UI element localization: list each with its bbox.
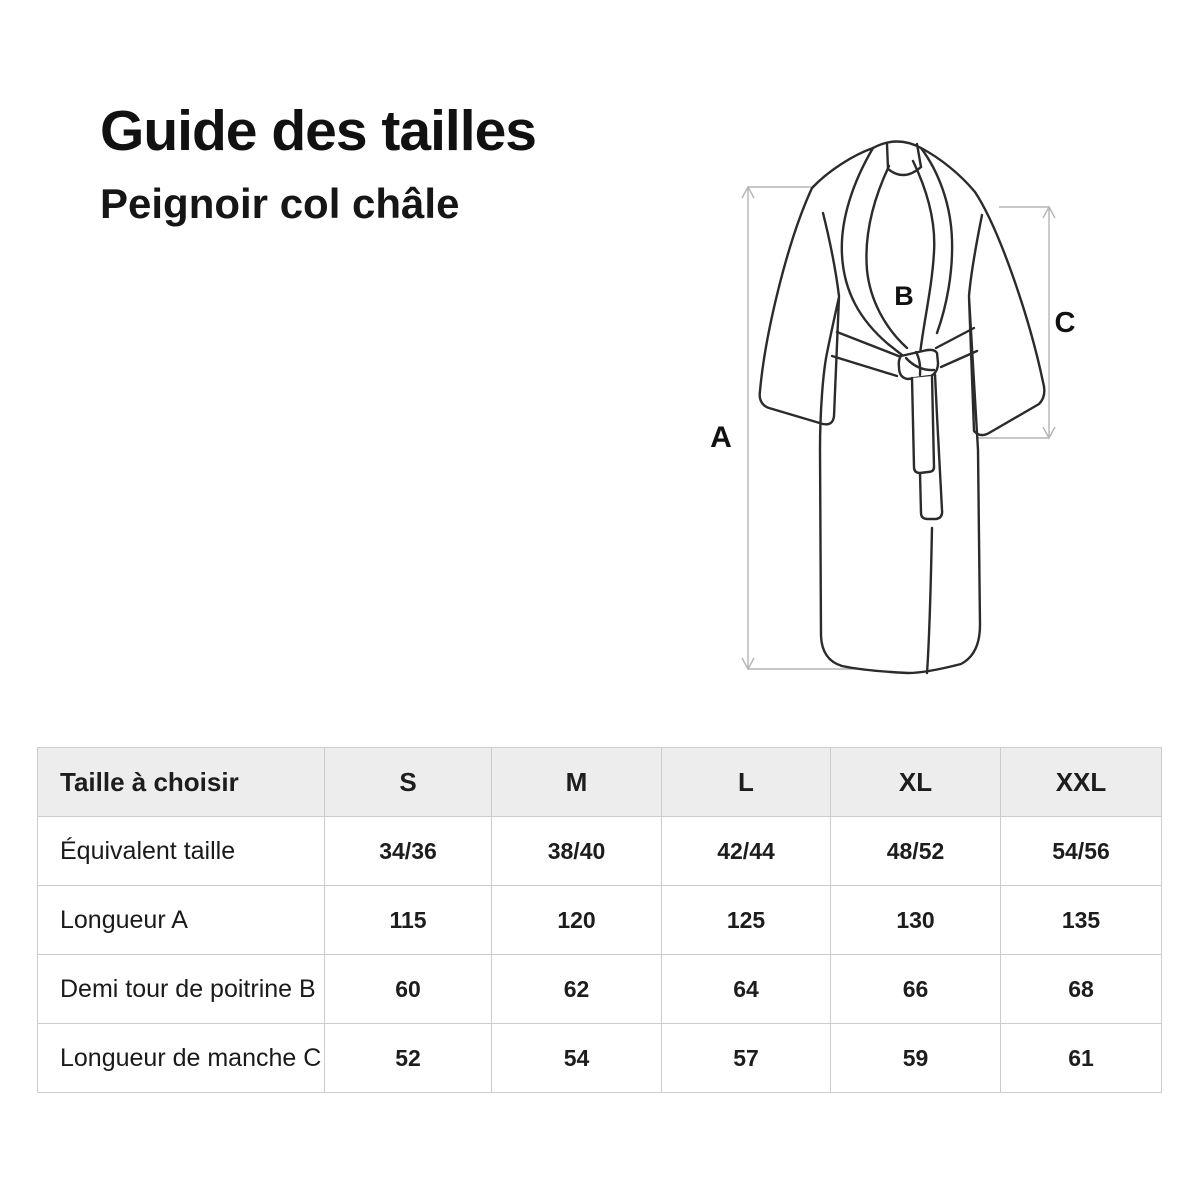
size-guide-table [37,747,1162,1093]
column-header-xl: XL [831,748,1001,817]
table-cell: 38/40 [492,817,662,886]
column-header-m: M [492,748,662,817]
table-row [38,886,1162,955]
table-cell: 130 [831,886,1001,955]
measure-label-b: B [894,281,914,311]
table-cell: 62 [492,955,662,1024]
table-cell: 54/56 [1001,817,1162,886]
table-cell: 135 [1001,886,1162,955]
table-cell: 34/36 [325,817,492,886]
robe-measurement-diagram [690,120,1110,700]
table-cell: 60 [325,955,492,1024]
table-row [38,1024,1162,1093]
table-cell: 120 [492,886,662,955]
table-cell: 61 [1001,1024,1162,1093]
table-cell: 57 [662,1024,831,1093]
page-subtitle: Peignoir col châle [100,180,460,227]
table-cell: 125 [662,886,831,955]
belt-knot [899,350,938,379]
table-cell: 68 [1001,955,1162,1024]
table-header-row [38,748,1162,817]
row-label: Demi tour de poitrine B [38,955,325,1024]
table-cell: 64 [662,955,831,1024]
row-label: Équivalent taille [38,817,325,886]
table-cell: 115 [325,886,492,955]
table-cell: 59 [831,1024,1001,1093]
page-title: Guide des tailles [100,99,536,163]
table-cell: 42/44 [662,817,831,886]
column-header-s: S [325,748,492,817]
table-row [38,817,1162,886]
table-cell: 48/52 [831,817,1001,886]
robe-outline-path [760,142,1045,674]
column-header-l: L [662,748,831,817]
table-cell: 66 [831,955,1001,1024]
column-header-xxl: XXL [1001,748,1162,817]
table-row [38,955,1162,1024]
table-cell: 54 [492,1024,662,1093]
row-label: Longueur de manche C [38,1024,325,1093]
measure-label-a: A [710,421,732,454]
measure-label-c: C [1054,307,1076,339]
robe-drawing [760,142,1045,674]
table-cell: 52 [325,1024,492,1093]
row-label: Longueur A [38,886,325,955]
column-header-label: Taille à choisir [38,748,325,817]
